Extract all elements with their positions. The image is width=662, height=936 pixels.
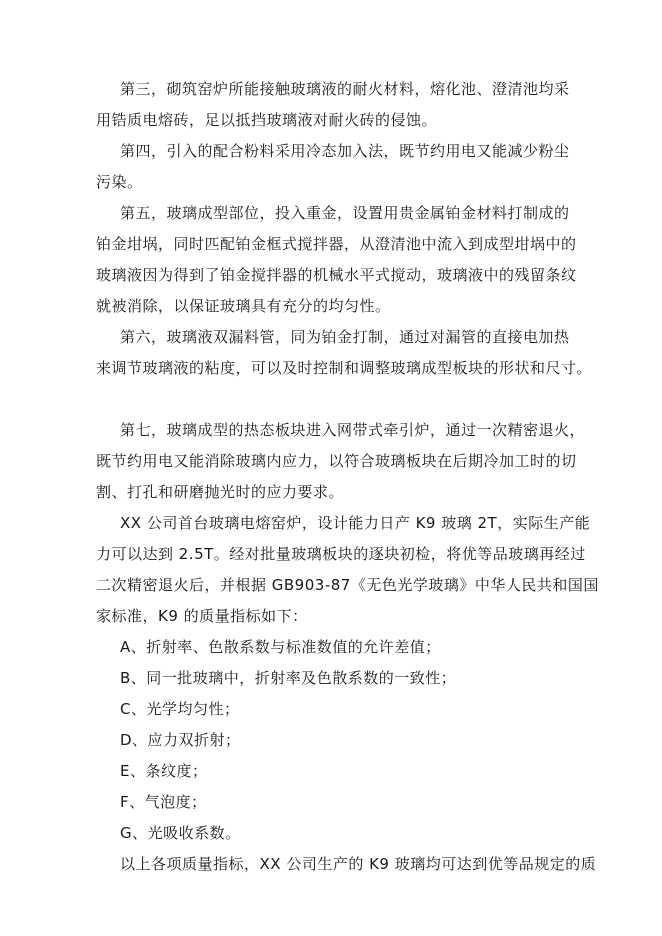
paragraph-5-line-4: 就被消除，以保证玻璃具有充分的均匀性。 (96, 297, 391, 315)
list-item-b: B、同一批玻璃中，折射率及色散系数的一致性； (120, 669, 457, 687)
paragraph-8-line-1: XX 公司首台玻璃电熔窑炉，设计能力日产 K9 玻璃 2T，实际生产能 (120, 514, 591, 532)
paragraph-6-line-1: 第六，玻璃液双漏料管，同为铂金打制，通过对漏管的直接电加热 (120, 328, 570, 346)
paragraph-8-line-4: 家标准，K9 的质量指标如下： (96, 607, 308, 625)
list-item-c: C、光学均匀性； (120, 700, 240, 718)
paragraph-5-line-3: 玻璃液因为得到了铂金搅拌器的机械水平式搅动，玻璃液中的残留条纹 (96, 266, 577, 284)
paragraph-8-line-3: 二次精密退火后，并根据 GB903-87《无色光学玻璃》中华人民共和国国 (96, 576, 599, 594)
paragraph-9-line-1: 以上各项质量指标，XX 公司生产的 K9 玻璃均可达到优等品规定的质 (120, 855, 597, 873)
list-item-d: D、应力双折射； (120, 731, 241, 749)
paragraph-3-line-2: 用锆质电熔砖，足以抵挡玻璃液对耐火砖的侵蚀。 (96, 111, 438, 129)
list-item-g: G、光吸收系数。 (120, 824, 241, 842)
paragraph-6-line-2: 来调节玻璃液的粘度，可以及时控制和调整玻璃成型板块的形状和尺寸。 (96, 359, 593, 377)
paragraph-7-line-2: 既节约用电又能消除玻璃内应力，以符合玻璃板块在后期冷加工时的切 (96, 452, 577, 470)
list-item-f: F、气泡度； (120, 793, 207, 811)
paragraph-5-line-1: 第五，玻璃成型部位，投入重金，设置用贵金属铂金材料打制成的 (120, 204, 570, 222)
paragraph-4-line-2: 污染。 (96, 173, 143, 191)
paragraph-7-line-1: 第七，玻璃成型的热态板块进入网带式牵引炉，通过一次精密退火， (120, 421, 586, 439)
list-item-e: E、条纹度； (120, 762, 208, 780)
paragraph-8-line-2: 力可以达到 2.5T。经对批量玻璃板块的逐块初检，将优等品玻璃再经过 (96, 545, 586, 563)
paragraph-4-line-1: 第四，引入的配合粉料采用冷态加入法，既节约用电又能减少粉尘 (120, 142, 570, 160)
list-item-a: A、折射率、色散系数与标准数值的允许差值； (120, 638, 441, 656)
paragraph-3-line-1: 第三，砌筑窑炉所能接触玻璃液的耐火材料，熔化池、澄清池均采 (120, 80, 570, 98)
paragraph-5-line-2: 铂金坩埚，同时匹配铂金框式搅拌器，从澄清池中流入到成型坩埚中的 (96, 235, 577, 253)
paragraph-7-line-3: 割、打孔和研磨抛光时的应力要求。 (96, 483, 345, 501)
